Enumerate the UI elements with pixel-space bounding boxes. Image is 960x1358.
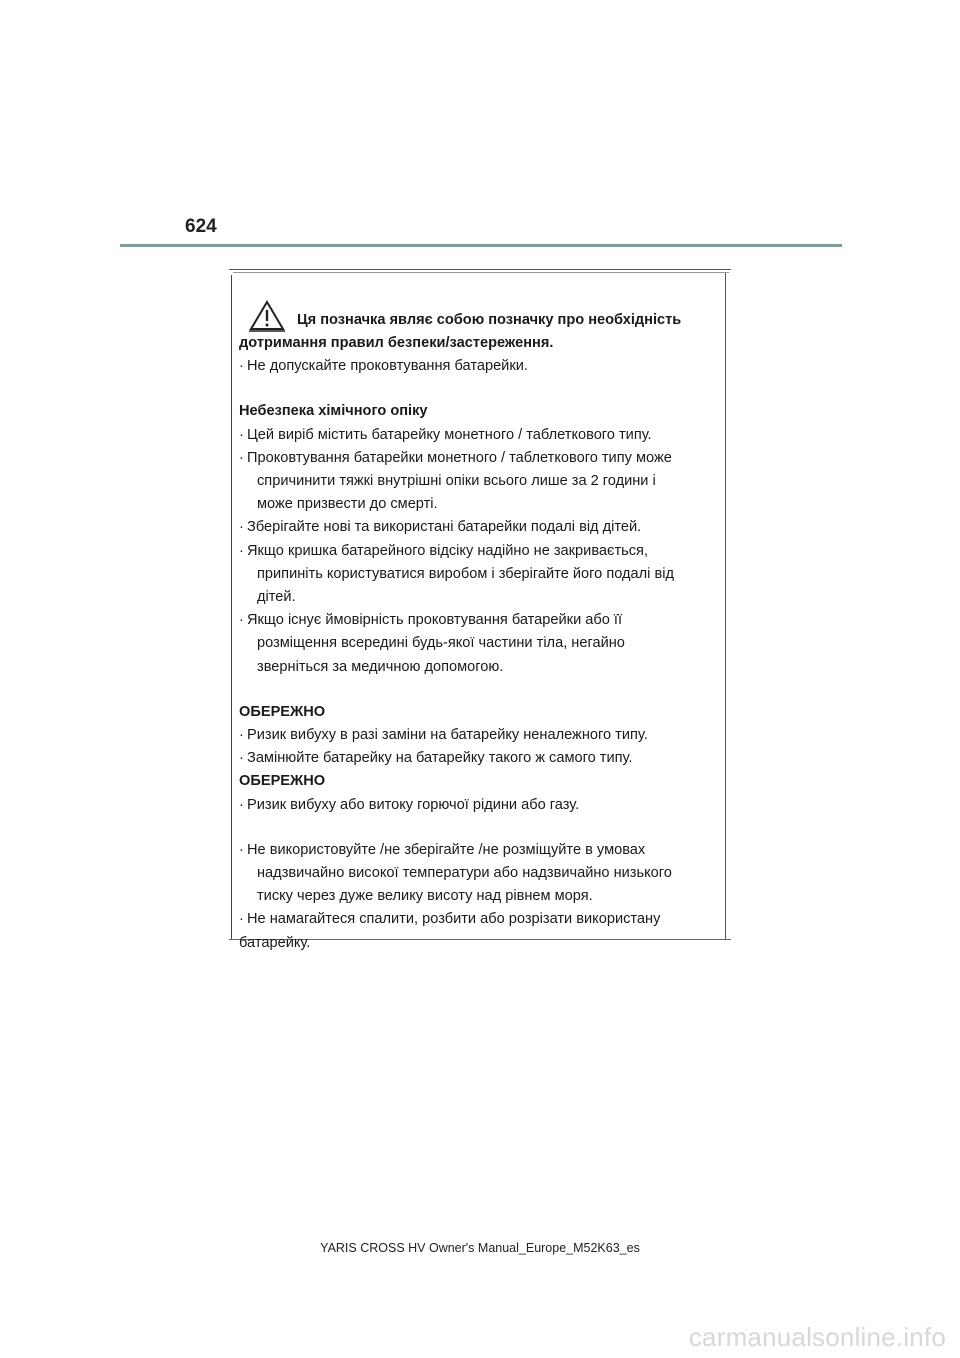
list-item: · Проковтування батарейки монетного / таблеткового типу може bbox=[239, 449, 672, 466]
list-item-continuation: спричинити тяжкі внутрішні опіки всього лише за 2 години і bbox=[257, 473, 656, 490]
caution-heading-2: ОБЕРЕЖНО bbox=[239, 773, 326, 790]
frame-top-inner-line bbox=[233, 272, 729, 273]
list-item: · Не допускайте проковтування батарейки. bbox=[239, 358, 528, 375]
warning-triangle-icon bbox=[249, 300, 285, 332]
list-item-continuation: зверніться за медичною допомогою. bbox=[257, 658, 504, 675]
warning-intro-row bbox=[239, 300, 719, 332]
warning-intro-line-2: дотримання правил безпеки/застереження. bbox=[239, 335, 554, 351]
list-item: · Ризик вибуху в разі заміни на батарейку неналежного типу. bbox=[239, 727, 648, 744]
list-item-continuation: дітей. bbox=[257, 589, 296, 606]
spacer bbox=[239, 817, 719, 839]
list-item-continuation: надзвичайно високої температури або надзвичайно низького bbox=[257, 865, 672, 882]
list-item: · Якщо кришка батарейного відсіку надійно не закривається, bbox=[239, 542, 649, 559]
list-item: · Ризик вибуху або витоку горючої рідини або газу. bbox=[239, 796, 580, 813]
list-item-continuation: батарейку. bbox=[239, 934, 311, 951]
list-item: · Зберігайте нові та використані батарейки подалі від дітей. bbox=[239, 519, 642, 536]
caution-heading-1: ОБЕРЕЖНО bbox=[239, 703, 326, 720]
watermark: carmanualsonline.info bbox=[688, 1322, 946, 1352]
frame-right-line bbox=[725, 273, 726, 939]
frame-left-line bbox=[231, 275, 232, 939]
header-rule bbox=[120, 244, 842, 247]
list-item: · Якщо існує ймовірність проковтування батарейки або її bbox=[239, 612, 623, 629]
list-item: · Не намагайтеся спалити, розбити або розрізати використану bbox=[239, 911, 661, 928]
list-item-continuation: може призвести до смерті. bbox=[257, 496, 438, 513]
list-item-continuation: тиску через дуже велику висоту над рівнем моря. bbox=[257, 888, 593, 905]
page-number: 624 bbox=[185, 216, 217, 237]
list-item: · Цей виріб містить батарейку монетного / таблеткового типу. bbox=[239, 426, 652, 443]
warning-intro-line-1: Ця позначка являє собою позначку про необхідність bbox=[297, 311, 682, 328]
spacer bbox=[239, 679, 719, 701]
chemical-burn-heading: Небезпека хімічного опіку bbox=[239, 403, 428, 420]
list-item: · Не використовуйте /не зберігайте /не розміщуйте в умовах bbox=[239, 841, 646, 858]
warning-label-content bbox=[239, 300, 719, 955]
footer-manual-id: YARIS CROSS HV Owner's Manual_Europe_M52K63_es bbox=[320, 1241, 640, 1255]
list-item: · Замінюйте батарейку на батарейку такого ж самого типу. bbox=[239, 750, 633, 767]
frame-top-line bbox=[229, 269, 731, 270]
spacer bbox=[239, 378, 719, 400]
list-item-continuation: розміщення всередині будь-якої частини тіла, негайно bbox=[257, 635, 625, 652]
list-item-continuation: припиніть користуватися виробом і зберігайте його подалі від bbox=[257, 565, 674, 582]
